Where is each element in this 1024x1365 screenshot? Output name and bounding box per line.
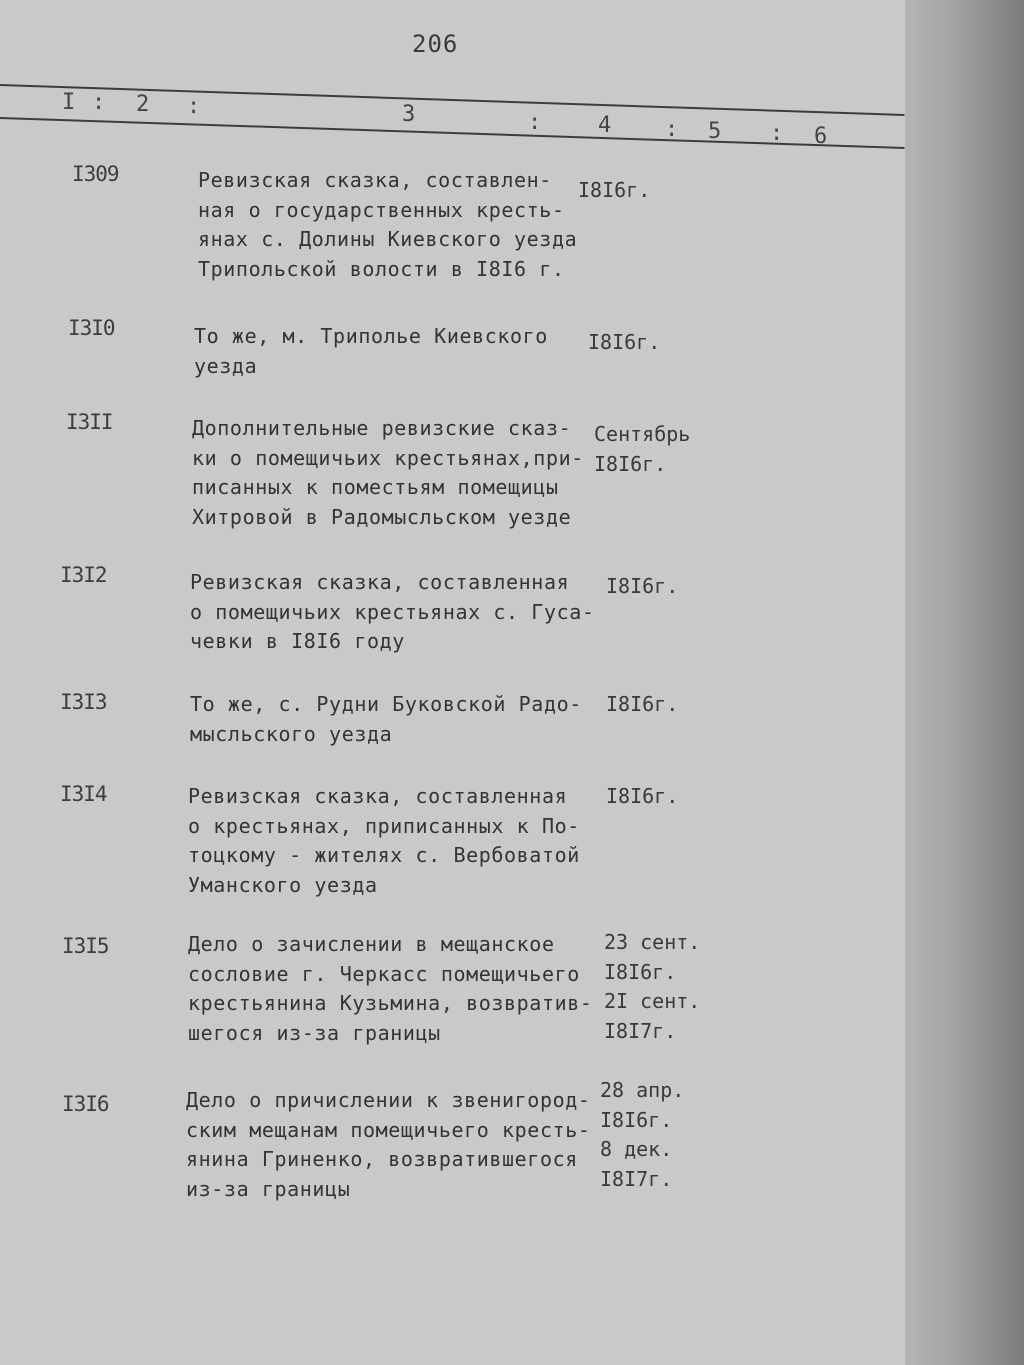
entry-number: I3I5	[62, 934, 109, 958]
column-separator: :	[92, 90, 106, 115]
page-number: 206	[412, 30, 459, 58]
entry-date: 23 сент. I8I6г. 2I сент. I8I7г.	[604, 930, 701, 1043]
column-header-3: 3	[402, 102, 416, 127]
entry-description: Дело о зачислении в мещанское сословие г. Черкасс помещичьего крестьянина Кузьмина, возвратив- шегося из-за границы	[188, 932, 593, 1045]
column-header-1: I	[62, 90, 76, 115]
entry-date: I8I6г.	[606, 692, 679, 716]
entry-date: I8I6г.	[606, 784, 679, 808]
column-separator: :	[770, 121, 784, 146]
entry-description: То же, с. Рудни Буковской Радо- мысльского уезда	[190, 692, 582, 746]
entry-date: I8I6г.	[588, 330, 661, 354]
entry-date: I8I6г.	[606, 574, 679, 598]
entry-number: I3II	[66, 410, 113, 434]
entry-description: Ревизская сказка, составлен- ная о государственных кресть- янах с. Долины Киевского уезда Трипольской волости в I8I6 г.	[198, 168, 578, 281]
column-header-4: 4	[598, 113, 612, 138]
entry-number: I309	[72, 162, 119, 186]
column-header-6: 6	[814, 124, 828, 149]
column-header-2: 2	[136, 92, 150, 117]
column-separator: :	[665, 117, 679, 142]
column-header-5: 5	[708, 119, 722, 144]
entry-description: Дополнительные ревизские сказ- ки о помещичьих крестьянах,при- писанных к поместьям помещицы Хитровой в Радомысльском уезде	[192, 416, 584, 529]
entry-date: 28 апр. I8I6г. 8 дек. I8I7г.	[600, 1078, 685, 1191]
table-header-rule	[0, 117, 905, 149]
entry-description: То же, м. Триполье Киевского уезда	[194, 324, 548, 378]
entry-number: I3I0	[68, 316, 115, 340]
entry-date: Сентябрь I8I6г.	[594, 422, 691, 476]
column-separator: :	[528, 110, 542, 135]
entry-description: Ревизская сказка, составленная о помещичьих крестьянах с. Гуса- чевки в I8I6 году	[190, 570, 595, 653]
entry-number: I3I6	[62, 1092, 109, 1116]
entry-description: Ревизская сказка, составленная о крестьянах, приписанных к По- тоцкому - жителях с. Вербоватой Уманского уезда	[188, 784, 580, 897]
column-separator: :	[187, 94, 201, 119]
entry-number: I3I2	[60, 563, 107, 587]
entry-description: Дело о причислении к звенигород- ским мещанам помещичьего кресть- янина Гриненко, возвратившегося из-за границы	[186, 1088, 591, 1201]
entry-number: I3I4	[60, 782, 107, 806]
entry-number: I3I3	[60, 690, 107, 714]
page-edge-shadow	[905, 0, 1024, 1365]
entry-date: I8I6г.	[578, 178, 651, 202]
